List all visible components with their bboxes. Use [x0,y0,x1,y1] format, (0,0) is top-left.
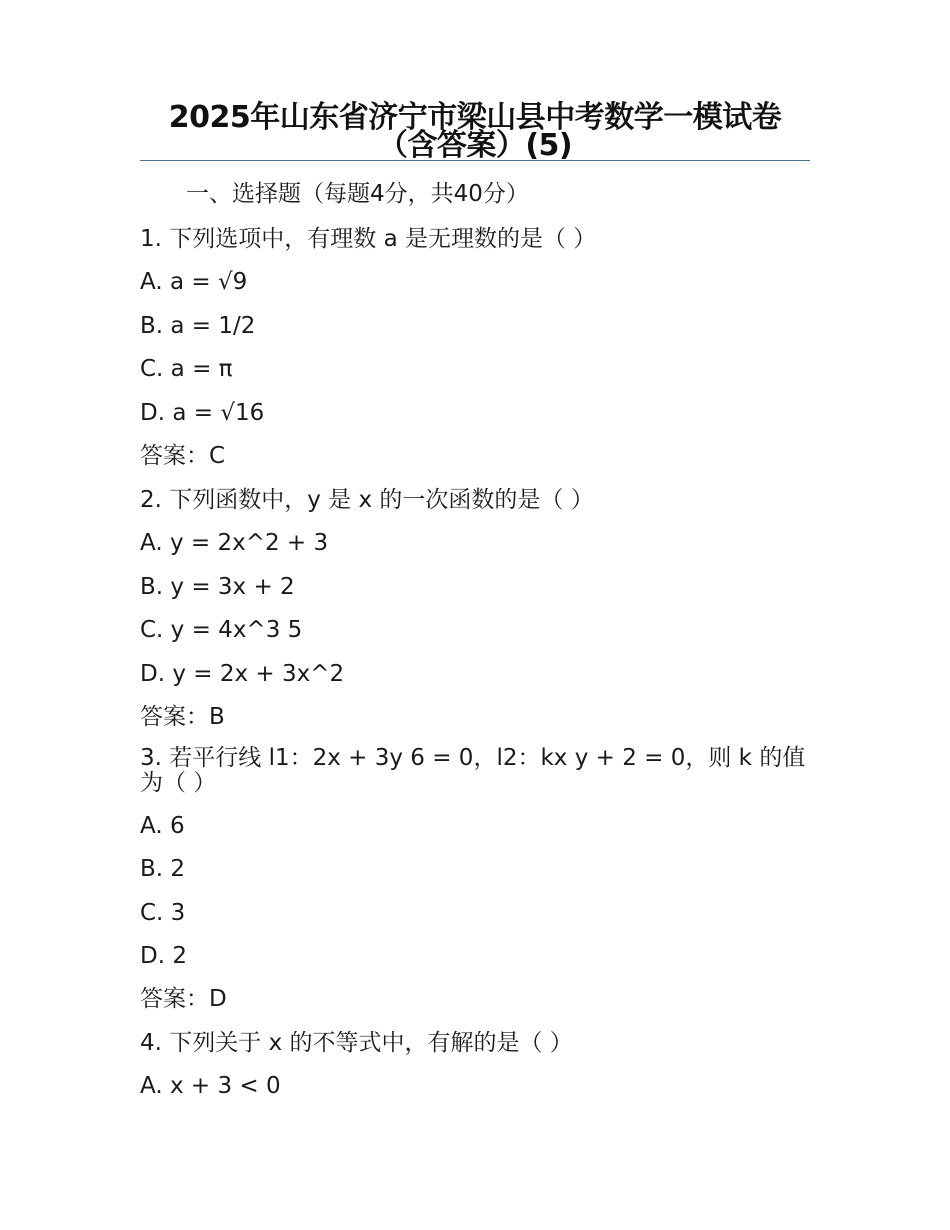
question-3-option-a: A. 6 [140,813,185,839]
question-2-answer: 答案：B [140,704,225,730]
question-1-option-c: C. a = π [140,356,233,382]
question-1-option-a: A. a = √9 [140,269,248,295]
question-2-stem: 2. 下列函数中，y 是 x 的一次函数的是（ ） [140,487,594,513]
question-4-option-a: A. x + 3 < 0 [140,1073,281,1099]
question-3-option-d: D. 2 [140,943,187,969]
question-1-option-d: D. a = √16 [140,400,265,426]
question-3-stem: 3. 若平行线 l1：2x + 3y 6 = 0，l2：kx y + 2 = 0，则 k 的值为（ ） [140,745,806,796]
question-2-option-b: B. y = 3x + 2 [140,574,295,600]
question-3-answer: 答案：D [140,986,227,1012]
question-3-option-b: B. 2 [140,856,186,882]
section-heading: 一、选择题（每题4分，共40分） [186,181,529,207]
title-underline [140,160,810,161]
document-title: 2025年山东省济宁市梁山县中考数学一模试卷（含答案）(5) [168,100,782,163]
question-2-option-c: C. y = 4x^3 5 [140,617,303,643]
question-1-answer: 答案：C [140,443,226,469]
question-4-stem: 4. 下列关于 x 的不等式中，有解的是（ ） [140,1030,573,1056]
question-1-stem: 1. 下列选项中，有理数 a 是无理数的是（ ） [140,226,597,252]
question-2-option-d: D. y = 2x + 3x^2 [140,661,345,687]
question-3-option-c: C. 3 [140,900,186,926]
question-2-option-a: A. y = 2x^2 + 3 [140,530,329,556]
question-1-option-b: B. a = 1/2 [140,313,256,339]
